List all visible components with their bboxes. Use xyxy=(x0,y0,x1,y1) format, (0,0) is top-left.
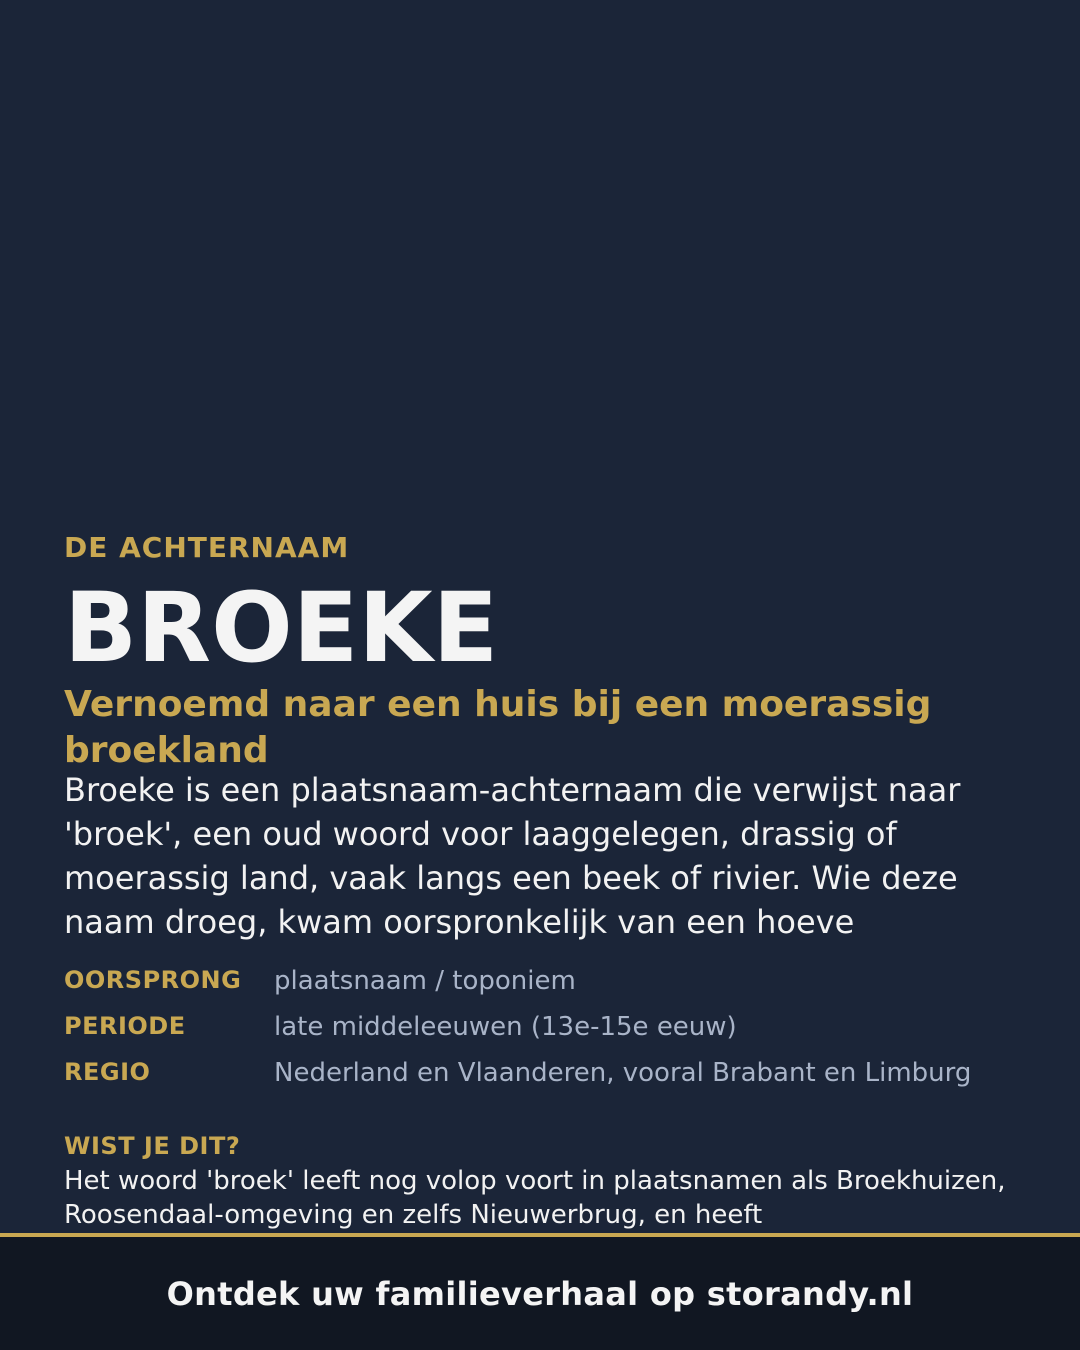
surname-tagline: Vernoemd naar een huis bij een moerassig broekland xyxy=(64,684,932,771)
did-you-know-label: WIST JE DIT? xyxy=(64,1132,241,1160)
surname-description: Broeke is een plaatsnaam-achternaam die verwijst naar 'broek', een oud woord voor laaggelegen, drassig of moerassig land, vaak langs een beek of rivier. Wie deze naam droeg, kwam oorspronkelijk van een hoeve xyxy=(64,771,961,941)
footer-banner xyxy=(0,1237,1080,1350)
fact-value: Nederland en Vlaanderen, vooral Brabant en Limburg xyxy=(274,1058,972,1088)
footer-cta-text: Ontdek uw familieverhaal op storandy.nl xyxy=(166,1274,914,1313)
fact-label: REGIO xyxy=(64,1058,151,1086)
fact-row-region xyxy=(64,1056,1016,1088)
facts-list xyxy=(64,964,1016,1102)
fact-value: late middeleeuwen (13e-15e eeuw) xyxy=(274,1012,737,1042)
eyebrow-label: DE ACHTERNAAM xyxy=(64,531,350,564)
surname-card xyxy=(64,0,1016,1233)
fact-label: OORSPRONG xyxy=(64,966,242,994)
did-you-know-text: Het woord 'broek' leeft nog volop voort in plaatsnamen als Broekhuizen, Roosendaal-omgeving en zelfs Nieuwerbrug, en heeft xyxy=(64,1166,1006,1230)
fact-value: plaatsnaam / toponiem xyxy=(274,966,576,996)
fact-row-period xyxy=(64,1010,1016,1042)
fact-label: PERIODE xyxy=(64,1012,186,1040)
surname-title: BROEKE xyxy=(64,572,499,684)
fact-row-origin xyxy=(64,964,1016,996)
